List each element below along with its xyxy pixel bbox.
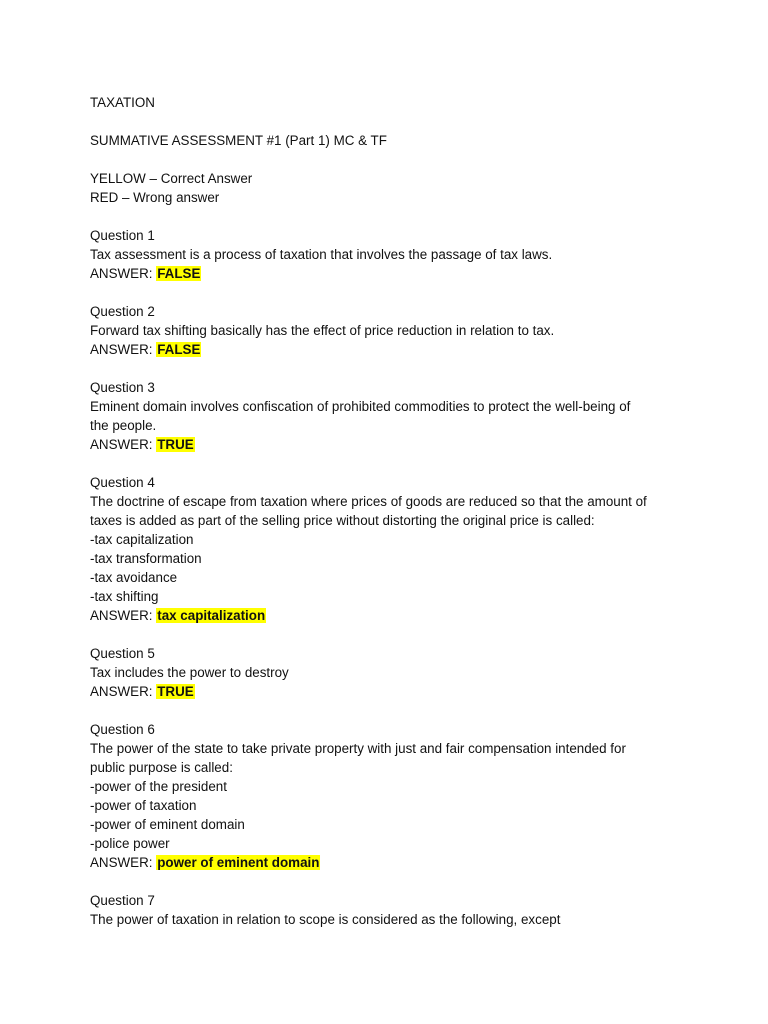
assessment-subtitle: SUMMATIVE ASSESSMENT #1 (Part 1) MC & TF — [90, 133, 387, 148]
question-text: public purpose is called: — [90, 760, 233, 775]
answer-label: ANSWER: — [90, 608, 153, 623]
question-number: Question 2 — [90, 304, 155, 319]
answer-line — [90, 606, 690, 625]
question-text: taxes is added as part of the selling price without distorting the original price is called: — [90, 513, 595, 528]
answer-option: -power of the president — [90, 779, 227, 794]
question-text: Eminent domain involves confiscation of prohibited commodities to protect the well-being of — [90, 399, 631, 414]
question-number: Question 5 — [90, 646, 155, 661]
correct-answer-highlight: TRUE — [157, 684, 194, 699]
answer-line — [90, 435, 690, 454]
document-title: TAXATION — [90, 95, 155, 110]
question-text: the people. — [90, 418, 157, 433]
answer-label: ANSWER: — [90, 342, 153, 357]
answer-option: -tax transformation — [90, 551, 202, 566]
answer-label: ANSWER: — [90, 437, 153, 452]
question-number: Question 7 — [90, 893, 155, 908]
legend-correct: YELLOW – Correct Answer — [90, 171, 253, 186]
answer-label: ANSWER: — [90, 266, 153, 281]
answer-option: -police power — [90, 836, 170, 851]
legend-wrong: RED – Wrong answer — [90, 190, 220, 205]
question-text: The power of the state to take private property with just and fair compensation intended for — [90, 741, 626, 756]
answer-line — [90, 264, 690, 283]
question-block — [90, 720, 690, 872]
answer-option: -power of eminent domain — [90, 817, 245, 832]
answer-line — [90, 340, 690, 359]
question-number: Question 6 — [90, 722, 155, 737]
correct-answer-highlight: tax capitalization — [157, 608, 266, 623]
answer-option: -tax shifting — [90, 589, 159, 604]
question-block — [90, 473, 690, 625]
question-text: Tax assessment is a process of taxation that involves the passage of tax laws. — [90, 247, 553, 262]
question-block — [90, 378, 690, 454]
correct-answer-highlight: FALSE — [157, 342, 201, 357]
question-text: The doctrine of escape from taxation where prices of goods are reduced so that the amount of — [90, 494, 647, 509]
answer-line — [90, 682, 690, 701]
question-text: Forward tax shifting basically has the effect of price reduction in relation to tax. — [90, 323, 555, 338]
question-number: Question 4 — [90, 475, 155, 490]
answer-label: ANSWER: — [90, 855, 153, 870]
question-number: Question 1 — [90, 228, 155, 243]
question-text: Tax includes the power to destroy — [90, 665, 289, 680]
answer-option: -tax capitalization — [90, 532, 194, 547]
answer-label: ANSWER: — [90, 684, 153, 699]
question-number: Question 3 — [90, 380, 155, 395]
answer-line — [90, 853, 690, 872]
answer-option: -power of taxation — [90, 798, 197, 813]
question-text: The power of taxation in relation to scope is considered as the following, except — [90, 912, 561, 927]
question-block — [90, 226, 690, 283]
correct-answer-highlight: FALSE — [157, 266, 201, 281]
correct-answer-highlight: TRUE — [157, 437, 194, 452]
correct-answer-highlight: power of eminent domain — [157, 855, 320, 870]
document-page — [90, 93, 690, 948]
question-block — [90, 891, 690, 929]
answer-option: -tax avoidance — [90, 570, 178, 585]
question-block — [90, 644, 690, 701]
question-list — [90, 226, 690, 929]
question-block — [90, 302, 690, 359]
answer-legend — [90, 169, 690, 207]
